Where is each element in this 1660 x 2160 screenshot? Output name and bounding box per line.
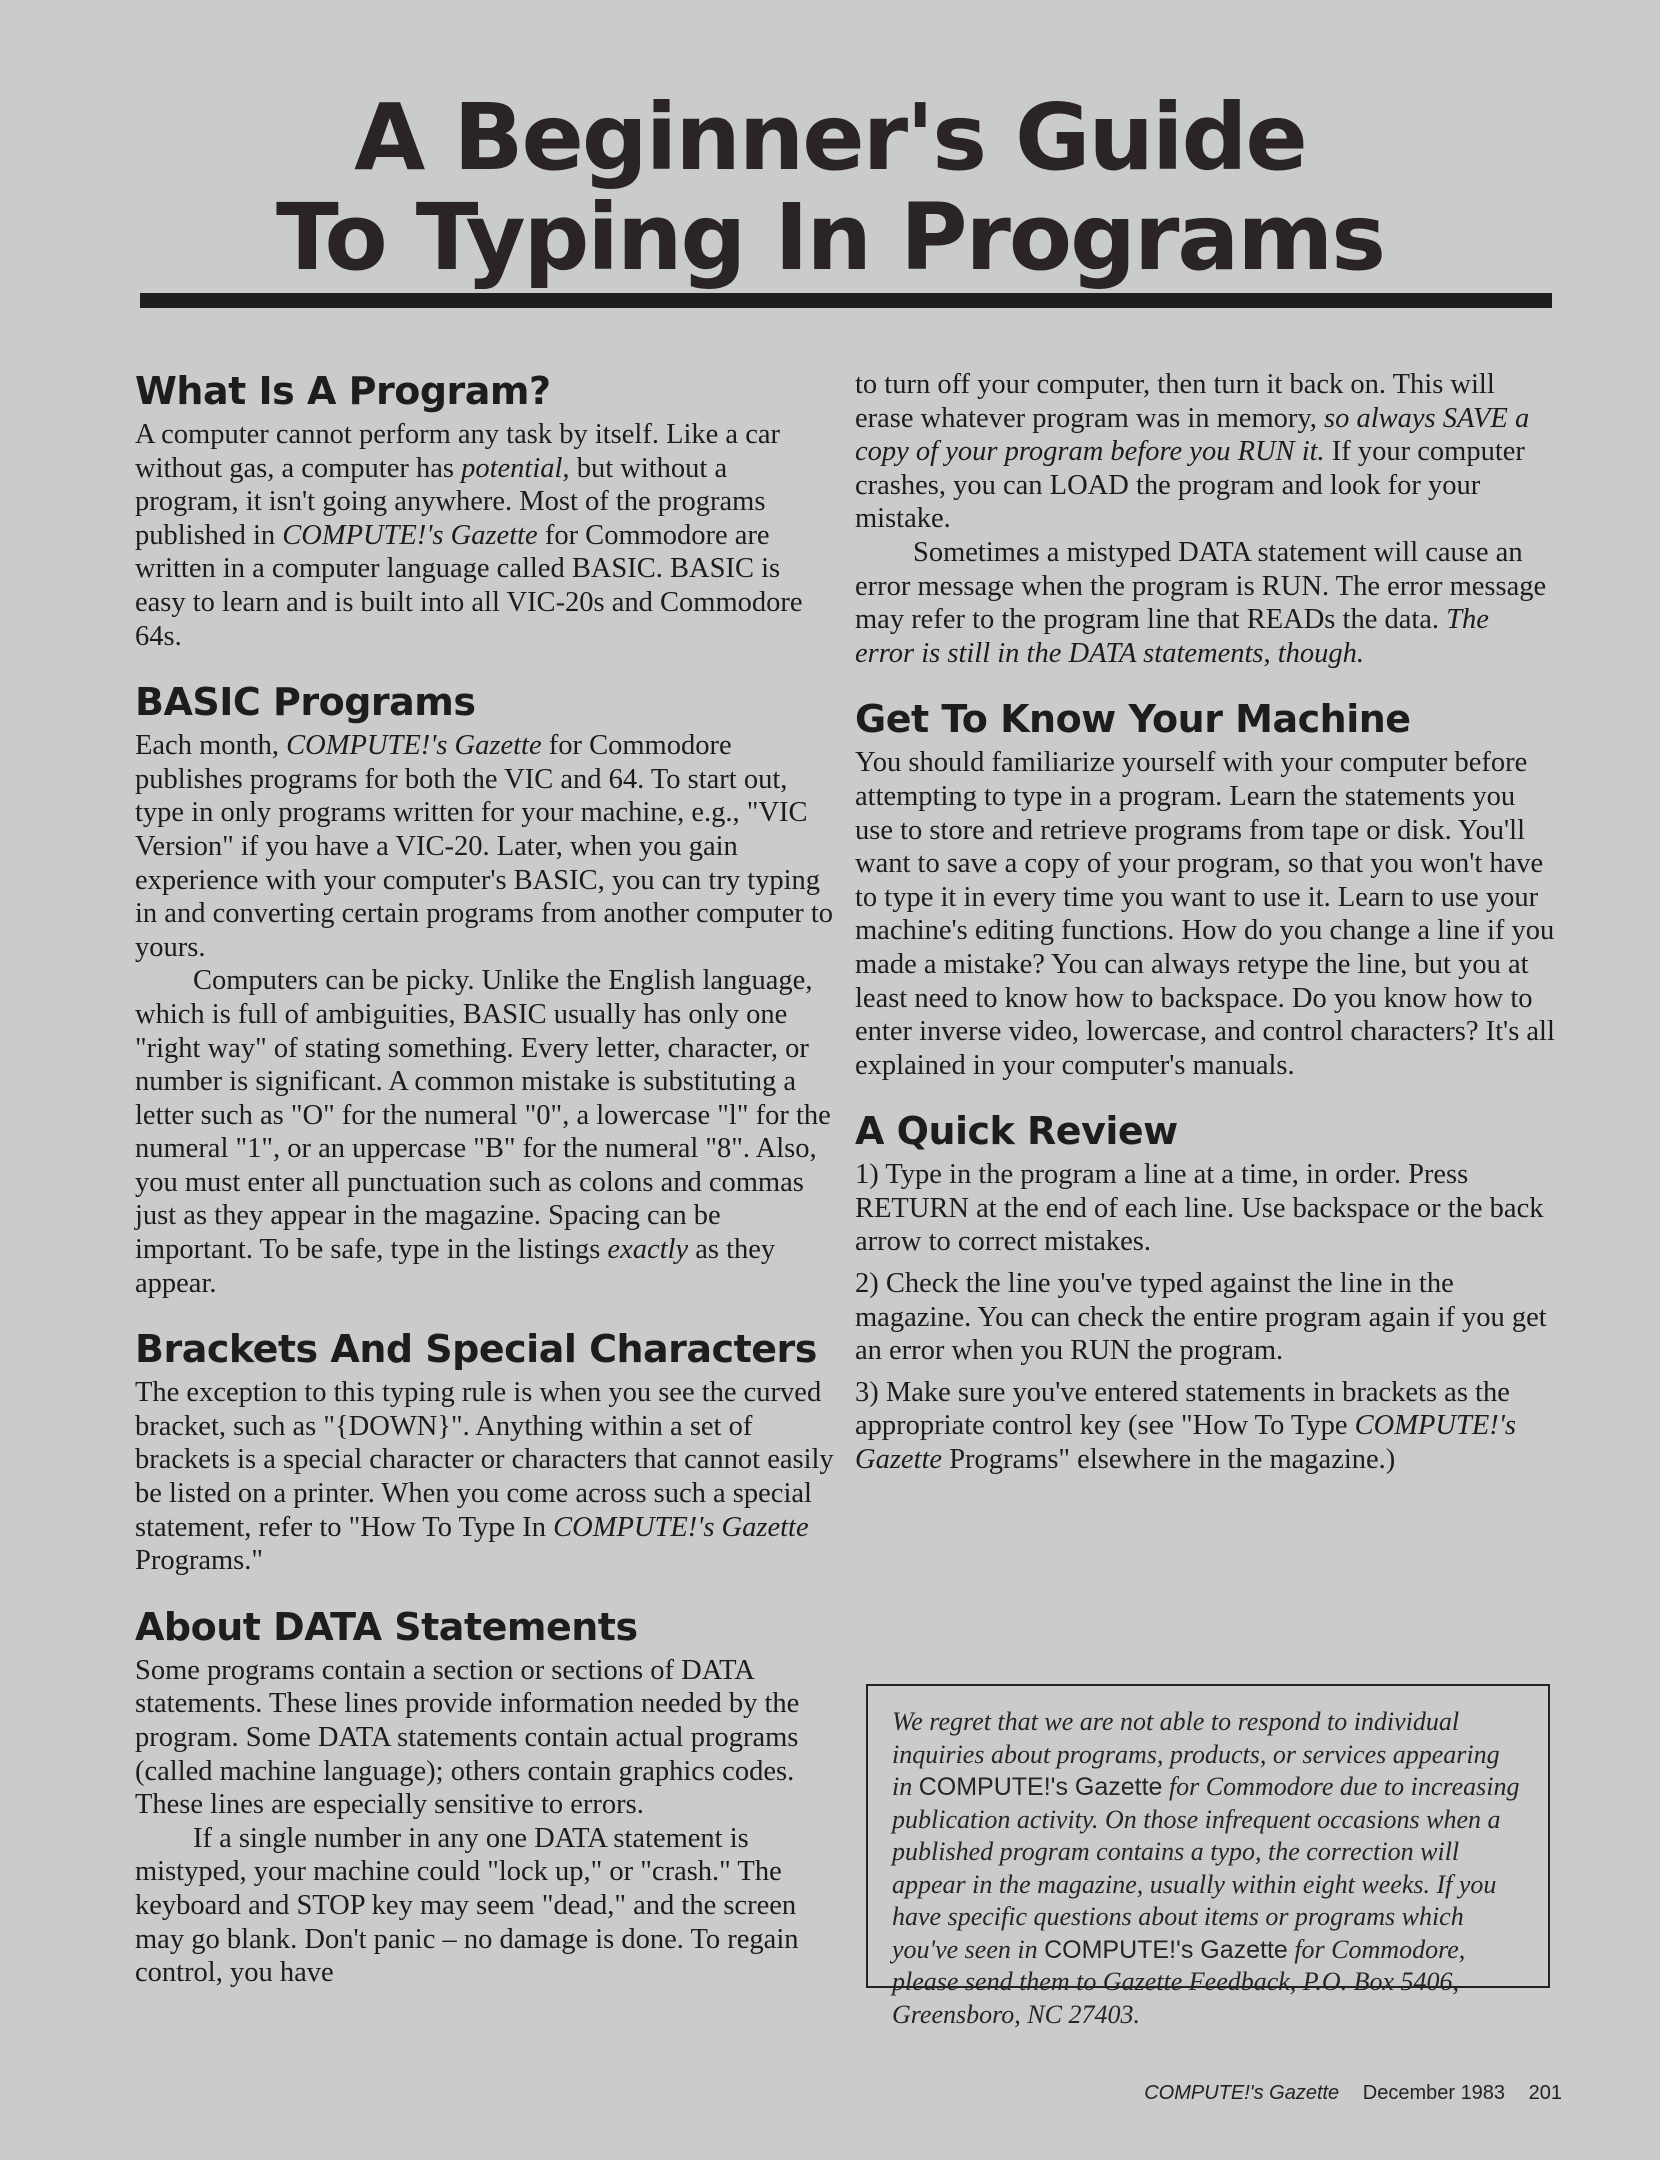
heading-about-data: About DATA Statements — [135, 1604, 638, 1649]
notice-box: We regret that we are not able to respond to individual inquiries about programs, products, or services appearing in COMPUTE!'s Gazette for Commodore due to increasing publication activity. On those infrequent occasions when a published program contains a typo, the correction will appear in the magazine, usually within eight weeks. If you have specific questions about items or programs which you've seen in COMPUTE!'s Gazette for Commodore, please send them to Gazette Feedback, P.O. Box 5406, Greensboro, NC 27403. — [866, 1684, 1550, 1988]
data-paragraph-3: to turn off your computer, then turn it back on. This will erase whatever program was in memory, so always SAVE a copy of your program before you RUN it. If your computer crashes, you can LOAD the program and look for your mistake. — [855, 369, 1530, 535]
footer-magazine: COMPUTE!'s Gazette — [1144, 2082, 1340, 2104]
page-footer — [1144, 2082, 1562, 2105]
heading-get-to-know: Get To Know Your Machine — [855, 697, 1411, 742]
machine-paragraph: You should familiarize yourself with your computer before attempting to type in a program. Learn the statements you use to store and retrieve programs from tape or disk. You'll want to save a copy of your program, so that you won't have to type it in every time you want to use it. Learn to use your machine's editing functions. How do you change a line if you made a mistake? You can always retype the line, but you at least need to know how to backspace. Do you know how to enter inverse video, lowercase, and control characters? It's all explained in your computer's manuals. — [855, 747, 1555, 1081]
basic-paragraph-2: Computers can be picky. Unlike the English language, which is full of ambiguities, BASIC usually has only one "right way" of stating something. Every letter, character, or number is significant. A common mistake is substituting a letter such as "O" for the numeral "0", a lowercase "l" for the numeral "1", or an uppercase "B" for the numeral "8". Also, you must enter all punctuation such as colons and commas just as they appear in the magazine. Spacing can be important. To be safe, type in the listings exactly as they appear. — [135, 965, 831, 1299]
brackets-paragraph: The exception to this typing rule is when you see the curved bracket, such as "{DOWN}". Anything within a set of brackets is a special character or characters that cannot easily be listed on a printer. When you come across such a special statement, refer to "How To Type In COMPUTE!'s Gazette Programs." — [135, 1377, 834, 1577]
left-column — [135, 368, 835, 1990]
heading-quick-review: A Quick Review — [855, 1109, 1178, 1154]
data-paragraph-2: If a single number in any one DATA statement is mistyped, your machine could "lock up," or "crash." The keyboard and STOP key may seem "dead," and the screen may go blank. Don't panic – no damage is done. To regain control, you have — [135, 1822, 799, 1989]
page-title — [0, 84, 1660, 291]
data-paragraph-4: Sometimes a mistyped DATA statement will cause an error message when the program is RUN. The error message may refer to the program line that READs the data. The error is still in the DATA statements, though. — [855, 536, 1547, 669]
data-paragraph-1: Some programs contain a section or sections of DATA statements. These lines provide information needed by the program. Some DATA statements contain actual programs (called machine language); others contain graphics codes. These lines are especially sensitive to errors. — [135, 1654, 800, 1821]
what-is-paragraph: A computer cannot perform any task by itself. Like a car without gas, a computer has potential, but without a program, it isn't going anywhere. Most of the programs published in COMPUTE!'s Gazette for Commodore are written in a computer language called BASIC. BASIC is easy to learn and is built into all VIC-20s and Commodore 64s. — [135, 419, 803, 652]
right-column — [855, 368, 1555, 1481]
title-rule — [140, 293, 1552, 308]
title-line-2: To Typing In Programs — [275, 184, 1385, 291]
review-item-2: 2) Check the line you've typed against the line in the magazine. You can check the entire program again if you get an error when you RUN the program. — [855, 1268, 1547, 1367]
heading-basic-programs: BASIC Programs — [135, 680, 476, 725]
basic-paragraph-1: Each month, COMPUTE!'s Gazette for Commodore publishes programs for both the VIC and 64. To start out, type in only programs written for your machine, e.g., "VIC Version" if you have a VIC-20. Later, when you gain experience with your computer's BASIC, you can try typing in and converting certain programs from another computer to yours. — [135, 730, 834, 963]
review-item-1: 1) Type in the program a line at a time, in order. Press RETURN at the end of each line. Use backspace or the back arrow to correct mistakes. — [855, 1159, 1544, 1258]
heading-what-is-a-program: What Is A Program? — [135, 369, 551, 413]
title-line-1: A Beginner's Guide — [354, 84, 1306, 191]
review-item-3: 3) Make sure you've entered statements in brackets as the appropriate control key (see "How To Type COMPUTE!'s Gazette Programs" elsewhere in the magazine.) — [855, 1376, 1516, 1476]
footer-date: December 1983 — [1362, 2082, 1506, 2104]
footer-page-number: 201 — [1528, 2082, 1562, 2104]
heading-brackets: Brackets And Special Characters — [135, 1327, 817, 1372]
